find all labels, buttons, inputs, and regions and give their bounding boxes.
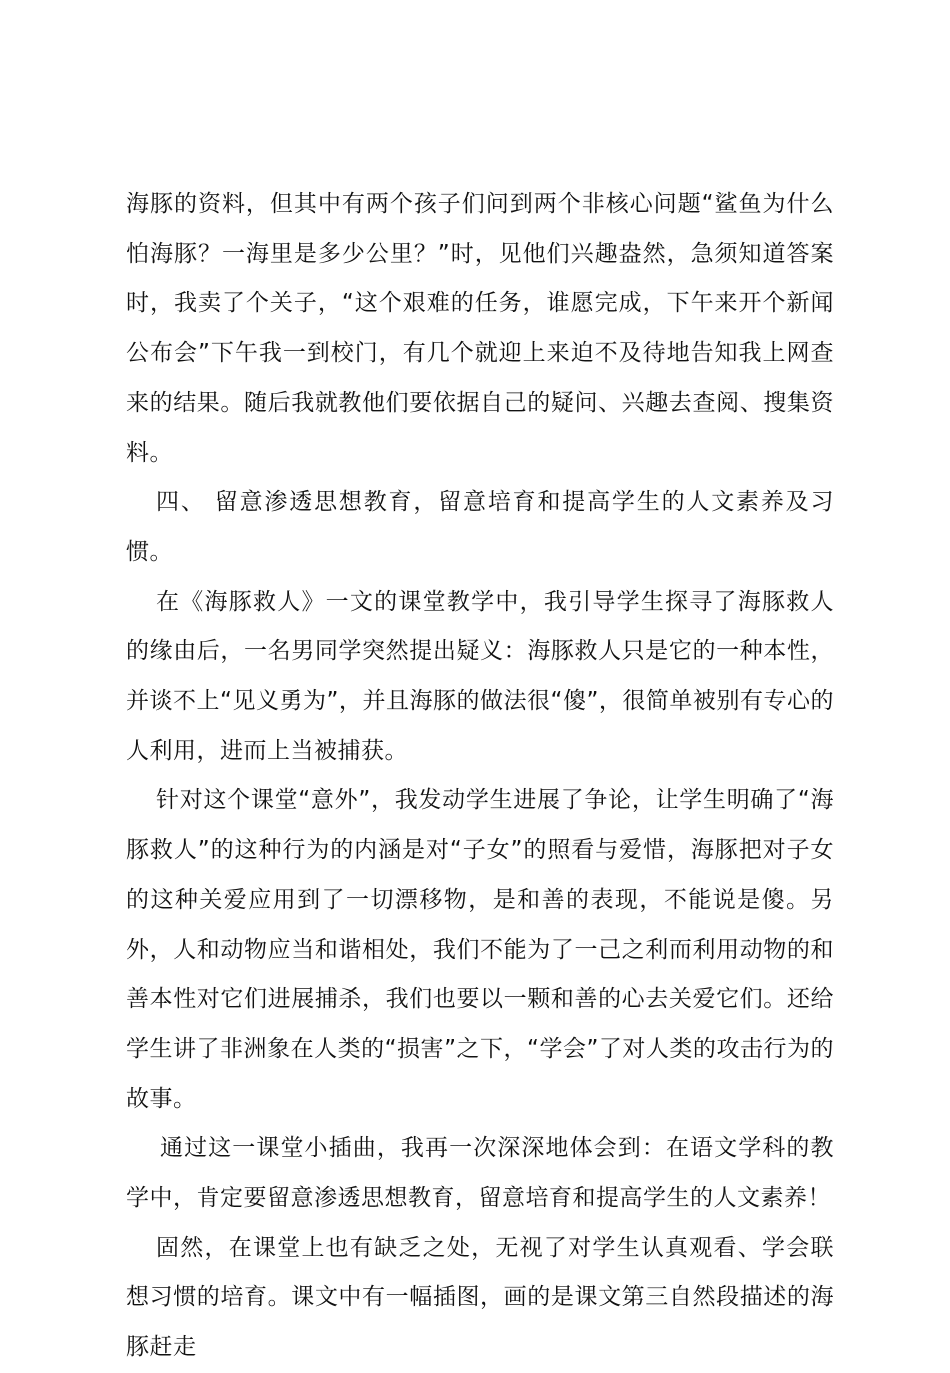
- body-text: [126, 180, 834, 1373]
- section-heading-four: 四、 留意渗透思想教育，留意培育和提高学生的人文素养及习惯。: [126, 489, 834, 565]
- paragraph-dolphin-lesson: 在《海豚救人》一文的课堂教学中，我引导学生探寻了海豚救人的缘由后，一名男同学突然提出疑义：海豚救人只是它的一种本性，并谈不上“见义勇为”，并且海豚的做法很“傻”，很简单被别有专心的人利用，进而上当被捕获。: [126, 588, 834, 764]
- paragraph-continuation: 海豚的资料，但其中有两个孩子们问到两个非核心问题“鲨鱼为什么怕海豚？一海里是多少公里？”时，见他们兴趣盎然，急须知道答案时，我卖了个关子，“这个艰难的任务，谁愿完成，下午来开个新闻公布会”下午我一到校门，有几个就迎上来迫不及待地告知我上网查来的结果。随后我就教他们要依据自己的疑问、兴趣去查阅、搜集资料。: [126, 191, 834, 466]
- paragraph-reflection: 通过这一课堂小插曲，我再一次深深地体会到：在语文学科的教学中，肯定要留意渗透思想教育，留意培育和提高学生的人文素养！: [126, 1135, 834, 1212]
- paragraph-shortcomings: 固然，在课堂上也有缺乏之处，无视了对学生认真观看、学会联想习惯的培育。课文中有一幅插图，画的是课文第三自然段描述的海豚赶走: [126, 1234, 834, 1361]
- paragraph-classroom-debate: 针对这个课堂“意外”，我发动学生进展了争论，让学生明确了“海豚救人”的这种行为的内涵是对“子女”的照看与爱惜，海豚把对子女的这种关爱应用到了一切漂移物，是和善的表现，不能说是傻。另外，人和动物应当和谐相处，我们不能为了一己之利而利用动物的和善本性对它们进展捕杀，我们也要以一颗和善的心去关爱它们。还给学生讲了非洲象在人类的“损害”之下，“学会”了对人类的攻击行为的故事。: [126, 787, 834, 1112]
